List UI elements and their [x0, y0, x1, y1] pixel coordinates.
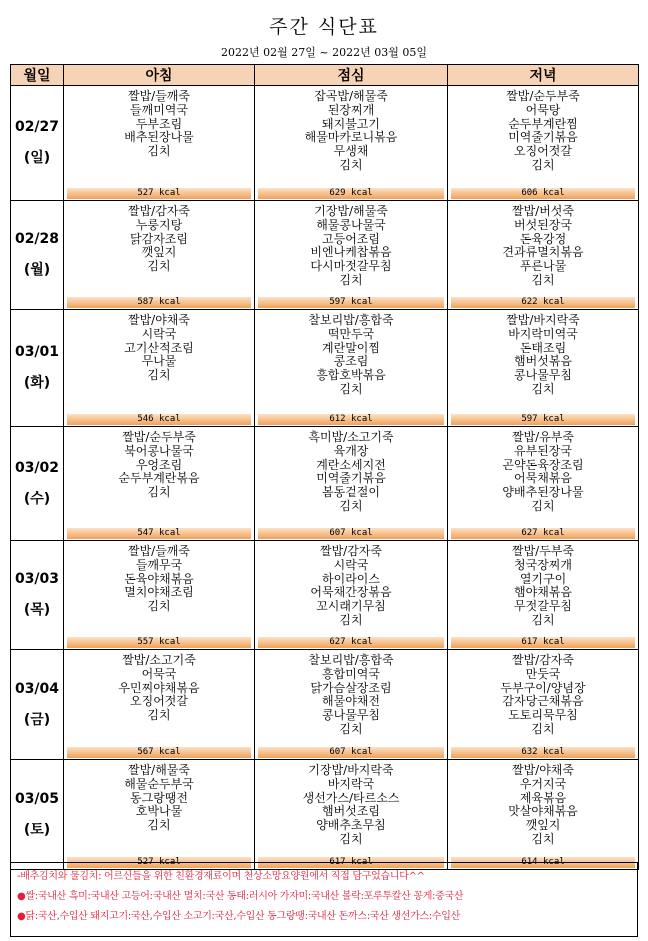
dish-item: 김치 — [339, 721, 363, 736]
day-cell — [11, 86, 64, 201]
lunch-cell-inner — [255, 541, 447, 649]
day-weekday: (토) — [23, 821, 51, 838]
dish-item: 꼬시래기무침 — [316, 599, 386, 614]
kcal-bar: 622 kcal — [451, 297, 635, 308]
dish-item: 김치 — [147, 144, 171, 159]
dish-item: 김치 — [147, 368, 171, 383]
breakfast-cell — [64, 541, 255, 650]
day-weekday: (화) — [23, 375, 51, 391]
day-weekday: (금) — [23, 711, 51, 728]
dish-item: 무생채 — [333, 144, 369, 159]
dish-item: 어묵채볶음 — [514, 471, 572, 486]
dish-item: 순두부계란볶음 — [118, 471, 200, 486]
lunch-cell-inner — [255, 650, 447, 759]
dish-item: 김치 — [531, 381, 555, 396]
dish-item: 짤밥/유부죽 — [511, 430, 574, 444]
dish-list — [64, 541, 254, 614]
day-date: 03/01 — [14, 344, 60, 360]
dinner-cell-inner — [448, 201, 638, 309]
day-cell — [11, 760, 64, 870]
dish-item: 양배추초무침 — [316, 818, 386, 833]
breakfast-cell — [64, 760, 255, 870]
dish-item: 김치 — [339, 498, 363, 513]
dish-list — [64, 86, 254, 159]
breakfast-cell-inner — [64, 650, 254, 759]
dish-item: 햄야채볶음 — [514, 585, 572, 600]
dish-item: 우거지국 — [519, 776, 567, 791]
dish-item: 오징어젓갈 — [130, 694, 188, 709]
day-row — [11, 427, 639, 541]
dish-list — [64, 310, 254, 383]
dish-item: 흑미밥/소고기죽 — [308, 430, 394, 444]
day-weekday: (일) — [23, 150, 51, 166]
note-origin-meat: ●닭:국산,수입산 돼지고기:국산,수입산 소고기:국산,수입산 동그랑땡:국내산 돈까스:국산 생선가스:수입산 — [17, 911, 460, 922]
kcal-bar: 567 kcal — [67, 747, 251, 758]
dish-item: 고등어조림 — [322, 231, 380, 246]
dish-list — [64, 427, 254, 500]
dish-item: 다시마젓갈무침 — [310, 259, 392, 274]
breakfast-cell — [64, 310, 255, 427]
day-row — [11, 310, 639, 427]
kcal-bar: 632 kcal — [451, 747, 635, 758]
dish-item: 우민찌야채볶음 — [118, 680, 200, 695]
kcal-bar: 557 kcal — [67, 637, 251, 648]
day-cell — [11, 650, 64, 760]
dish-item: 기장밥/해물죽 — [314, 204, 388, 218]
dish-list — [255, 427, 447, 514]
dish-item: 짤밥/감자죽 — [127, 204, 190, 218]
dish-item: 김치 — [339, 831, 363, 846]
dinner-cell — [448, 760, 639, 870]
day-row — [11, 650, 639, 760]
dish-item: 순두부계란찜 — [508, 116, 578, 131]
breakfast-cell-inner — [64, 86, 254, 200]
dish-item: 떡만두국 — [327, 326, 375, 341]
dish-item: 콩나물무침 — [514, 368, 572, 383]
dish-list — [255, 310, 447, 397]
dish-item: 누룽지탕 — [135, 217, 183, 232]
breakfast-cell — [64, 201, 255, 310]
dish-item: 미역줄기볶음 — [316, 471, 386, 486]
breakfast-cell-inner — [64, 760, 254, 869]
dish-item: 해물마카로니볶음 — [304, 130, 398, 145]
dish-list — [255, 201, 447, 288]
lunch-cell-inner — [255, 86, 447, 200]
dish-item: 푸른나물 — [519, 259, 567, 274]
dish-item: 해물야채전 — [322, 694, 380, 709]
dish-item: 김치 — [531, 157, 555, 172]
dish-item: 버섯된장국 — [514, 217, 572, 232]
day-cell — [11, 427, 64, 541]
lunch-cell-inner — [255, 201, 447, 309]
dish-item: 김치 — [147, 485, 171, 500]
dish-item: 돈태조림 — [519, 340, 567, 355]
dish-item: 비엔나케찹볶음 — [310, 245, 392, 260]
dish-item: 동그랑땡전 — [130, 790, 188, 805]
day-row — [11, 86, 639, 201]
dish-item: 시락국 — [141, 326, 177, 341]
dish-item: 김치 — [147, 818, 171, 833]
header-breakfast: 아침 — [64, 65, 255, 86]
dish-list — [64, 201, 254, 274]
dish-item: 어묵탕 — [525, 102, 561, 117]
kcal-bar: 617 kcal — [451, 637, 635, 648]
header-dinner: 저녁 — [448, 65, 639, 86]
dish-item: 짤밥/야채죽 — [511, 763, 574, 777]
dish-item: 찰보리밥/흥합죽 — [308, 313, 394, 327]
lunch-cell — [255, 541, 448, 650]
dish-item: 콩조림 — [333, 354, 369, 369]
kcal-bar: 547 kcal — [67, 528, 251, 539]
header-row — [11, 65, 639, 86]
day-weekday: (목) — [23, 602, 51, 618]
dish-item: 맛살야채볶음 — [508, 804, 578, 819]
dinner-cell-inner — [448, 86, 638, 200]
dish-list — [448, 650, 638, 737]
dish-item: 짤밥/순두부죽 — [122, 430, 196, 444]
kcal-bar: 607 kcal — [258, 528, 444, 539]
dinner-cell-inner — [448, 760, 638, 869]
kcal-bar: 627 kcal — [258, 637, 444, 648]
dish-item: 만둣국 — [525, 666, 561, 681]
dish-item: 돼지불고기 — [322, 116, 380, 131]
dish-item: 유부된장국 — [514, 443, 572, 458]
day-date: 03/04 — [14, 680, 60, 697]
dish-item: 해물순두부국 — [124, 776, 194, 791]
dish-item: 짤밥/순두부죽 — [506, 89, 580, 103]
dish-item: 짤밥/버섯죽 — [511, 204, 574, 218]
dish-item: 바지락국 — [327, 776, 375, 791]
dish-item: 닭감자조림 — [130, 231, 188, 246]
dish-item: 육개장 — [333, 443, 369, 458]
dish-list — [64, 760, 254, 833]
lunch-cell — [255, 201, 448, 310]
dish-item: 돈육강정 — [519, 231, 567, 246]
note-origin-seafood: ●쌀:국내산 흑미:국내산 고등어:국내산 멸치:국산 동태:러시아 가자미:국내산 볼락:포루투칼산 꽁게:중국산 — [17, 891, 464, 902]
day-date: 03/03 — [14, 571, 60, 587]
dish-item: 김치 — [147, 708, 171, 723]
dinner-cell — [448, 86, 639, 201]
period-range: 2022년 02월 27일 ~ 2022년 03월 05일 — [221, 46, 427, 59]
dish-item: 두부구이/양념장 — [500, 680, 586, 695]
dish-item: 들깨미역국 — [130, 102, 188, 117]
breakfast-cell-inner — [64, 310, 254, 426]
lunch-cell-inner — [255, 760, 447, 869]
dish-item: 김치 — [339, 381, 363, 396]
dish-list — [448, 427, 638, 514]
dish-list — [64, 650, 254, 723]
lunch-cell-inner — [255, 310, 447, 426]
kcal-bar: 607 kcal — [258, 747, 444, 758]
lunch-cell — [255, 310, 448, 427]
dish-item: 계란말이찜 — [322, 340, 380, 355]
dish-item: 김치 — [531, 831, 555, 846]
dish-item: 북어콩나물국 — [124, 443, 194, 458]
dish-item: 양배추된장나물 — [502, 485, 584, 500]
dish-item: 견과류멸치볶음 — [502, 245, 584, 260]
dish-item: 흥합미역국 — [322, 666, 380, 681]
dinner-cell — [448, 541, 639, 650]
dish-item: 김치 — [531, 272, 555, 287]
kcal-bar: 587 kcal — [67, 297, 251, 308]
header-day: 월일 — [11, 65, 64, 86]
dish-item: 감자당근채볶음 — [502, 694, 584, 709]
dish-item: 짤밥/야채죽 — [127, 313, 190, 327]
lunch-cell — [255, 650, 448, 760]
dish-item: 제육볶음 — [519, 790, 567, 805]
dish-item: 짤밥/해물죽 — [127, 763, 190, 777]
day-cell — [11, 201, 64, 310]
dish-item: 닭가슴살장조림 — [310, 680, 392, 695]
day-row — [11, 201, 639, 310]
dinner-cell-inner — [448, 541, 638, 649]
dish-item: 오징어젓갈 — [514, 144, 572, 159]
dish-item: 미역줄기볶음 — [508, 130, 578, 145]
day-date: 03/02 — [14, 459, 60, 476]
dish-item: 호박나물 — [135, 804, 183, 819]
dish-item: 봄동겉절이 — [322, 485, 380, 500]
breakfast-cell — [64, 650, 255, 760]
dinner-cell-inner — [448, 310, 638, 426]
dish-item: 짤밥/감자죽 — [319, 544, 382, 558]
kcal-bar: 617 kcal — [258, 857, 444, 868]
dish-item: 계란소세지전 — [316, 457, 386, 472]
dinner-cell — [448, 427, 639, 541]
dinner-cell — [448, 650, 639, 760]
dish-list — [255, 760, 447, 847]
dish-item: 고기산적조림 — [124, 340, 194, 355]
dish-item: 짤밥/소고기죽 — [122, 653, 196, 667]
kcal-bar: 597 kcal — [451, 414, 635, 425]
day-row — [11, 541, 639, 650]
dish-item: 햄버섯볶음 — [514, 354, 572, 369]
dish-item: 찰보리밥/흥합죽 — [308, 653, 394, 667]
dish-item: 도토리묵무침 — [508, 708, 578, 723]
dish-item: 무나물 — [141, 354, 177, 369]
dish-item: 두부조림 — [135, 116, 183, 131]
kcal-bar: 606 kcal — [451, 188, 635, 199]
dish-item: 김치 — [531, 498, 555, 513]
dish-list — [448, 201, 638, 288]
breakfast-cell-inner — [64, 541, 254, 649]
dinner-cell-inner — [448, 427, 638, 540]
dish-item: 김치 — [531, 612, 555, 627]
dish-item: 하이라이스 — [322, 571, 380, 586]
breakfast-cell — [64, 86, 255, 201]
dish-item: 시락국 — [333, 557, 369, 572]
dish-item: 깻잎지 — [525, 818, 561, 833]
dish-list — [255, 650, 447, 737]
dish-item: 햄버섯조림 — [322, 804, 380, 819]
dish-item: 짤밥/들깨죽 — [127, 89, 190, 103]
lunch-cell — [255, 427, 448, 541]
notes-box — [10, 862, 638, 937]
dinner-cell-inner — [448, 650, 638, 759]
dish-item: 멸치야채조림 — [124, 585, 194, 600]
breakfast-cell-inner — [64, 427, 254, 540]
kcal-bar: 597 kcal — [258, 297, 444, 308]
dish-item: 짤밥/감자죽 — [511, 653, 574, 667]
kcal-bar: 546 kcal — [67, 414, 251, 425]
day-date: 02/28 — [14, 231, 60, 247]
day-date: 03/05 — [14, 790, 60, 807]
dish-item: 어묵국 — [141, 666, 177, 681]
dinner-cell — [448, 201, 639, 310]
day-cell — [11, 541, 64, 650]
dish-item: 김치 — [339, 157, 363, 172]
dish-item: 곤약돈육장조림 — [502, 457, 584, 472]
dish-item: 배추된장나물 — [124, 130, 194, 145]
dish-item: 들깨무국 — [135, 557, 183, 572]
dish-item: 기장밥/바지락죽 — [308, 763, 394, 777]
dish-item: 돈육야채볶음 — [124, 571, 194, 586]
dish-item: 김치 — [339, 272, 363, 287]
dish-item: 해물콩나물국 — [316, 217, 386, 232]
dish-item: 어묵채간장볶음 — [310, 585, 392, 600]
breakfast-cell-inner — [64, 201, 254, 309]
day-row — [11, 760, 639, 870]
kcal-bar: 629 kcal — [258, 188, 444, 199]
lunch-cell — [255, 86, 448, 201]
kcal-bar: 612 kcal — [258, 414, 444, 425]
dish-list — [255, 86, 447, 173]
lunch-cell — [255, 760, 448, 870]
kcal-bar: 627 kcal — [451, 528, 635, 539]
dish-item: 바지락미역국 — [508, 326, 578, 341]
dish-item: 깻잎지 — [141, 245, 177, 260]
dish-item: 김치 — [339, 612, 363, 627]
day-weekday: (월) — [23, 262, 51, 278]
dish-item: 김치 — [147, 259, 171, 274]
kcal-bar: 527 kcal — [67, 188, 251, 199]
kcal-bar: 527 kcal — [67, 857, 251, 868]
dish-item: 콩나물무침 — [322, 708, 380, 723]
dish-list — [448, 541, 638, 628]
dish-item: 청국장찌개 — [514, 557, 572, 572]
dish-item: 짤밥/들깨죽 — [127, 544, 190, 558]
page-title: 주간 식단표 — [269, 16, 379, 38]
day-date: 02/27 — [14, 119, 60, 135]
dish-item: 김치 — [147, 599, 171, 614]
dish-item: 무젓갈무침 — [514, 599, 572, 614]
header-lunch: 점심 — [255, 65, 448, 86]
dish-item: 김치 — [531, 721, 555, 736]
dish-item: 된장찌개 — [327, 102, 375, 117]
dish-list — [448, 86, 638, 173]
dish-item: 짤밥/바지락죽 — [506, 313, 580, 327]
day-cell — [11, 310, 64, 427]
breakfast-cell — [64, 427, 255, 541]
note-kimchi: -배추김치와 물김치: 어르신들을 위한 친환경재료이며 천상소망요양원에서 직접 담구었습니다^^ — [17, 871, 425, 882]
kcal-bar: 614 kcal — [451, 857, 635, 868]
dish-list — [448, 310, 638, 397]
day-weekday: (수) — [23, 490, 51, 507]
dinner-cell — [448, 310, 639, 427]
dish-item: 짤밥/두부죽 — [511, 544, 574, 558]
dish-item: 우엉조림 — [135, 457, 183, 472]
dish-item: 생선가스/타르소스 — [302, 790, 400, 805]
menu-table — [10, 64, 639, 870]
lunch-cell-inner — [255, 427, 447, 540]
dish-list — [255, 541, 447, 628]
dish-item: 흥합호박볶음 — [316, 368, 386, 383]
dish-list — [448, 760, 638, 847]
dish-item: 열기구이 — [519, 571, 567, 586]
dish-item: 잡곡밥/해물죽 — [314, 89, 388, 103]
